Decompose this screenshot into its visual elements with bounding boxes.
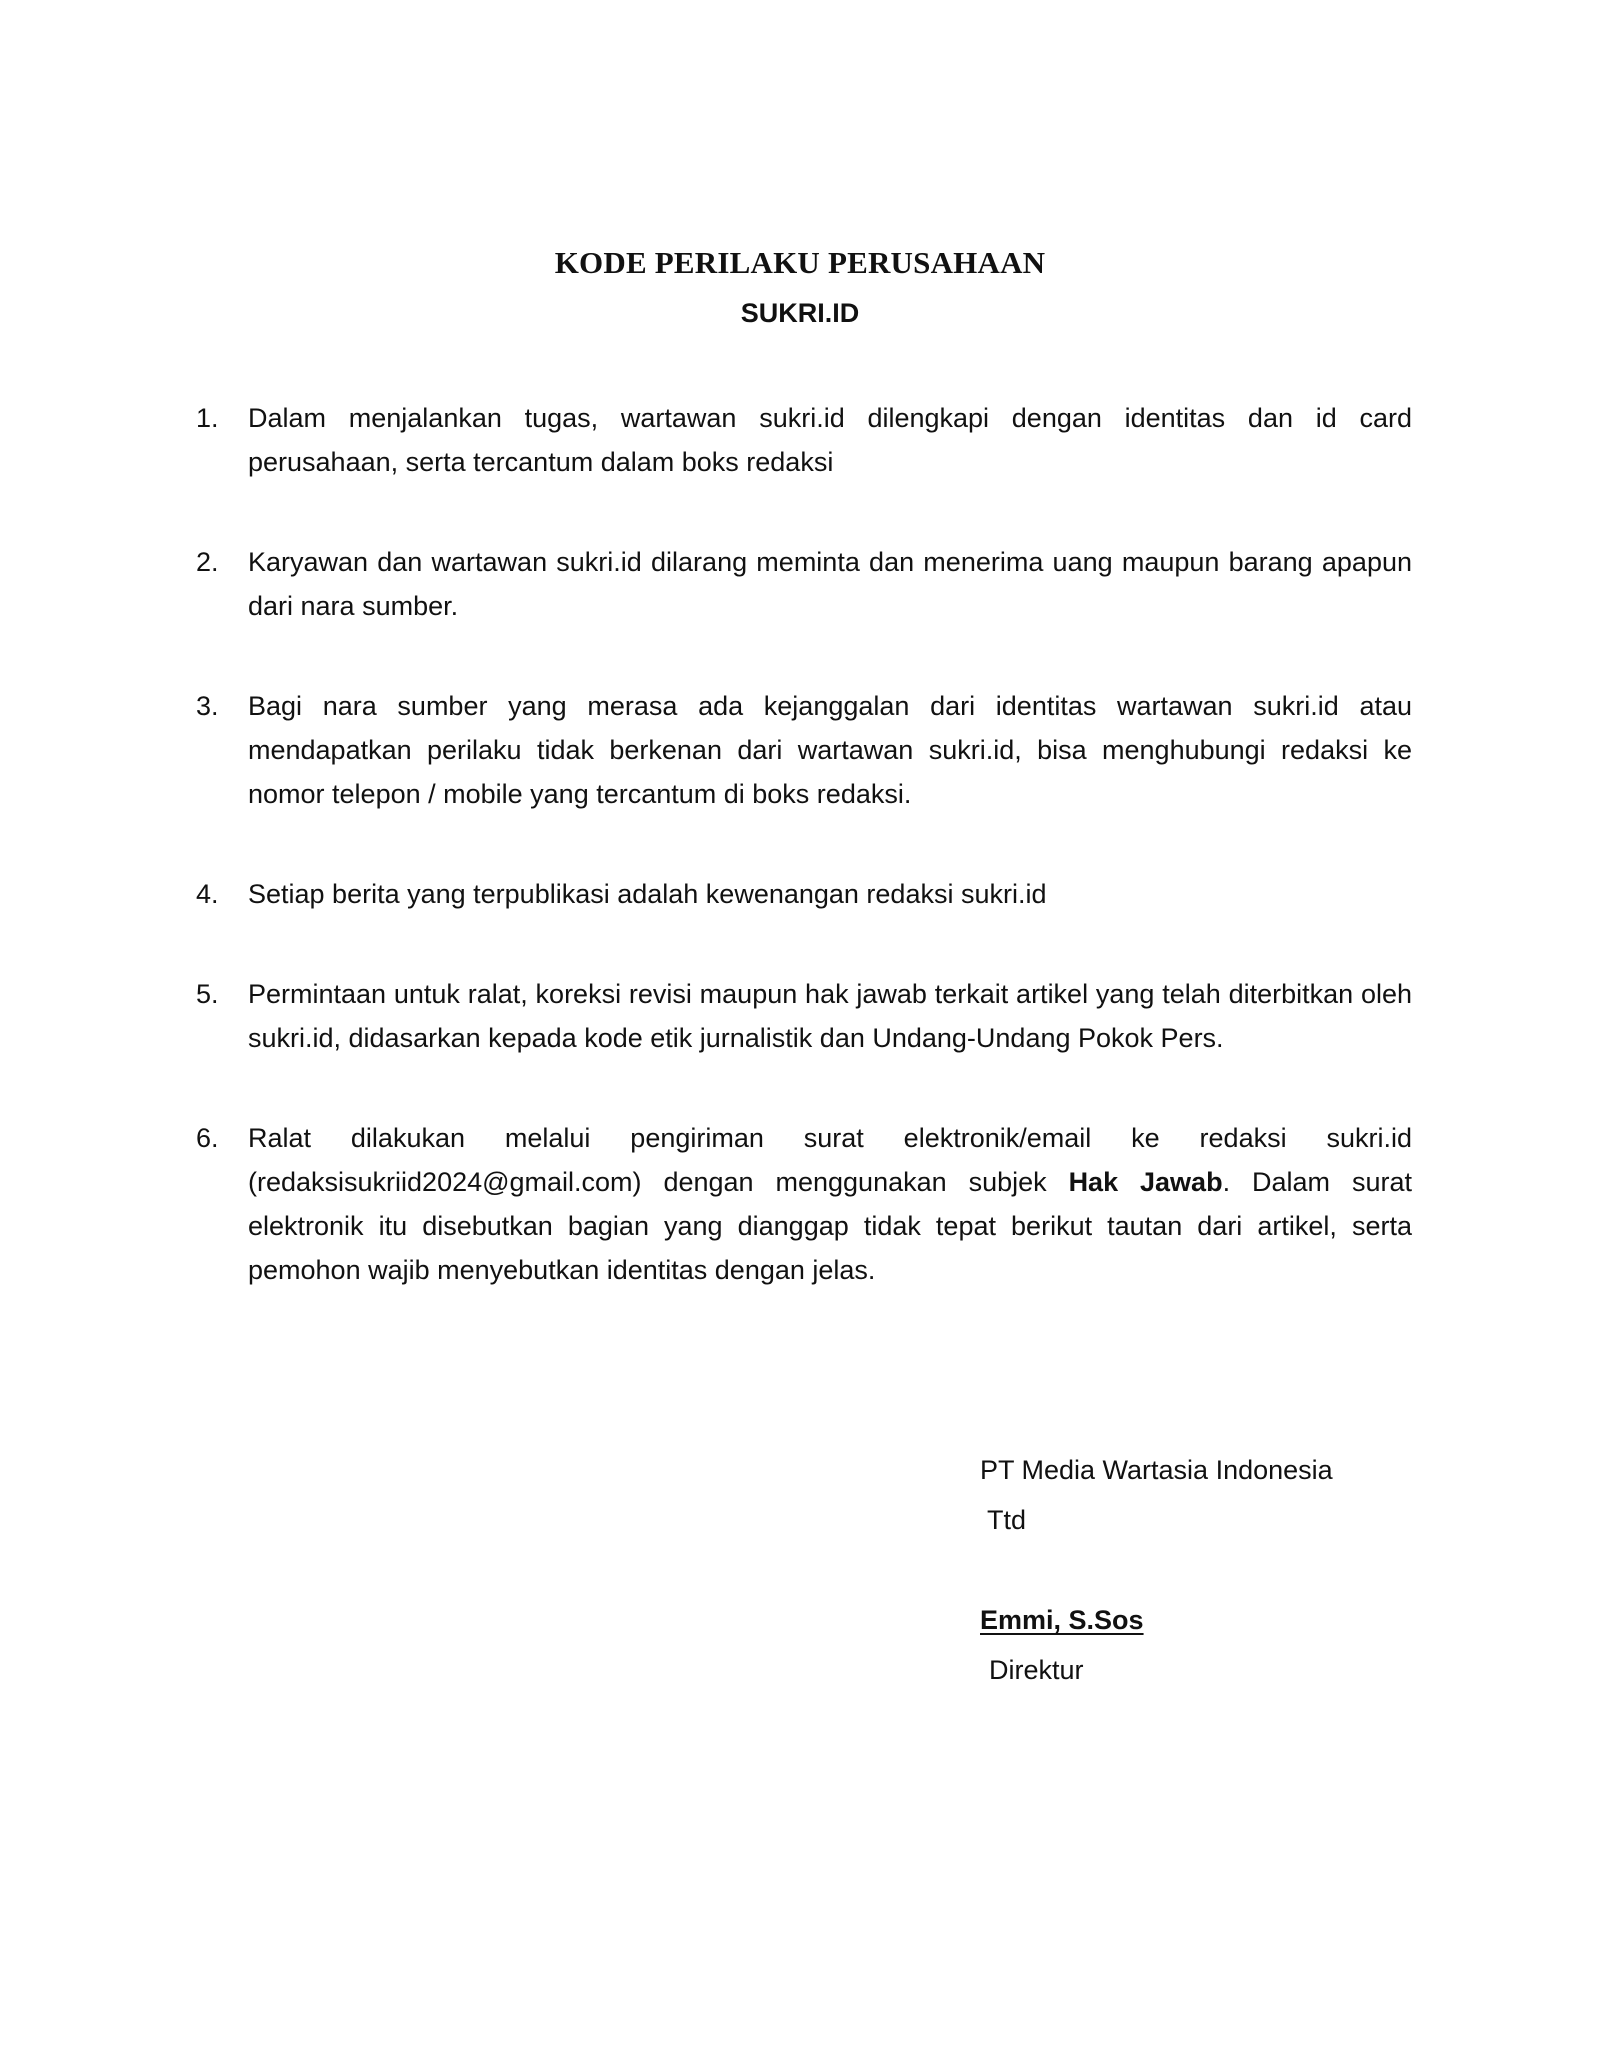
document-subtitle: SUKRI.ID xyxy=(740,298,860,328)
list-item-number: 2. xyxy=(196,547,219,577)
signatory-name: Emmi, S.Sos xyxy=(980,1605,1144,1635)
list-item-text: Permintaan untuk ralat, koreksi revisi maupun hak jawab terkait artikel yang telah diterbitkan oleh sukri.id, didasarkan kepada kode etik jurnalistik dan Undang-Undang Pokok Pers. xyxy=(248,979,1412,1053)
document-title: KODE PERILAKU PERUSAHAAN xyxy=(554,245,1046,280)
list-item-text: Bagi nara sumber yang merasa ada kejanggalan dari identitas wartawan sukri.id atau mendapatkan perilaku tidak berkenan dari wartawan sukri.id, bisa menghubungi redaksi ke nomor telepon / mobile yang tercantum di boks redaksi. xyxy=(248,691,1412,809)
signatory-role: Direktur xyxy=(989,1655,1084,1685)
list-item-text: Setiap berita yang terpublikasi adalah kewenangan redaksi sukri.id xyxy=(248,879,1047,909)
list-item xyxy=(196,872,1412,916)
list-item-text xyxy=(248,1116,1412,1292)
list-item-number: 4. xyxy=(196,879,219,909)
list-item-number: 3. xyxy=(196,691,219,721)
list-item-text: Karyawan dan wartawan sukri.id dilarang meminta dan menerima uang maupun barang apapun dari nara sumber. xyxy=(248,547,1412,621)
signature-block xyxy=(980,1445,1400,1695)
list-item-text-part: . Dalam surat elektronik itu disebutkan bagian yang dianggap tidak tepat berikut tautan dari artikel, serta pemohon wajib menyebutkan identitas dengan jelas. xyxy=(248,1167,1412,1285)
list-item-text-part: Ralat dilakukan melalui pengiriman surat elektronik/email ke redaksi sukri.id (redaksisukriid2024@gmail.com) dengan menggunakan subjek xyxy=(248,1123,1412,1197)
list-item xyxy=(196,1116,1412,1292)
signature-company: PT Media Wartasia Indonesia xyxy=(980,1455,1333,1485)
rules-list xyxy=(196,396,1412,1348)
list-item-number: 6. xyxy=(196,1123,219,1153)
list-item xyxy=(196,540,1412,628)
list-item xyxy=(196,972,1412,1060)
list-item xyxy=(196,684,1412,816)
list-item-number: 1. xyxy=(196,403,219,433)
signature-ttd: Ttd xyxy=(987,1505,1027,1535)
list-item xyxy=(196,396,1412,484)
list-item-number: 5. xyxy=(196,979,219,1009)
list-item-text: Dalam menjalankan tugas, wartawan sukri.id dilengkapi dengan identitas dan id card perusahaan, serta tercantum dalam boks redaksi xyxy=(248,403,1412,477)
hak-jawab-subject: Hak Jawab xyxy=(1068,1167,1223,1197)
